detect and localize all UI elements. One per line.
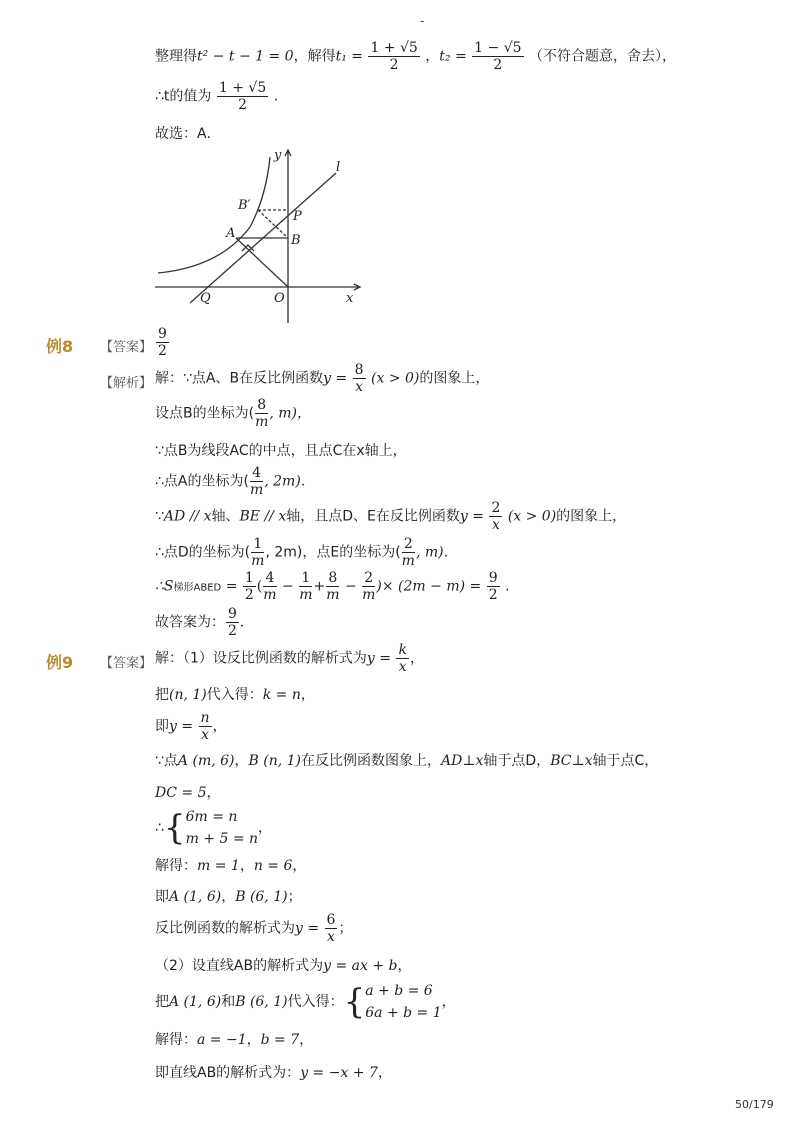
text: （不符合题意，舍去）， (528, 48, 676, 65)
geometry-figure (150, 145, 370, 330)
math: y = (295, 920, 320, 937)
text: 轴于点D， (483, 753, 551, 769)
denominator: x (201, 727, 210, 743)
ex8-line-2 (155, 397, 311, 430)
fraction (487, 570, 500, 603)
math: n = 6 (253, 858, 293, 874)
condition: (x > 0) (507, 508, 557, 525)
equation-system (365, 980, 441, 1024)
math: − (344, 578, 357, 595)
text: ； (287, 889, 302, 905)
text: 把 (155, 994, 169, 1010)
ex8-line-8 (155, 606, 254, 639)
numerator: 2 (491, 500, 501, 516)
denominator: m (401, 553, 415, 569)
label-x: x (346, 291, 354, 306)
math: y = (459, 508, 484, 525)
equation: 6a + b = 1 (365, 1005, 442, 1021)
fraction (250, 465, 263, 498)
segment-BpB (258, 210, 288, 238)
ex9-line-6 (155, 806, 272, 850)
text: 轴、 (211, 508, 240, 525)
fraction (217, 80, 268, 113)
denominator: 2 (238, 97, 247, 113)
numerator: 9 (228, 606, 237, 622)
text: ， (299, 1032, 314, 1048)
text: 反比例函数的解析式为 (155, 920, 295, 937)
label-Q: Q (200, 291, 211, 306)
header-mark: - (420, 14, 425, 28)
denominator: x (327, 929, 335, 945)
text: 解：∵点A、B在反比例函数 (155, 370, 324, 387)
denominator: 2 (488, 587, 498, 603)
denominator: m (362, 587, 376, 603)
text: ； (338, 920, 353, 937)
math: m = 1 (197, 858, 240, 874)
math: )× (2m − m) = (376, 578, 482, 595)
text: 即 (155, 889, 169, 905)
ex9-line-10 (155, 955, 411, 975)
ex9-line-12 (155, 1029, 313, 1049)
math: A (m, 6) (177, 753, 235, 769)
ex8-line-4 (155, 465, 315, 498)
fraction (402, 536, 415, 569)
fraction (326, 570, 339, 603)
ex9-line-1 (155, 642, 424, 675)
text: 解：（1）设反比例函数的解析式为 (155, 650, 367, 667)
denominator: x (491, 517, 500, 533)
text: ， (441, 994, 456, 1010)
denominator: 2 (228, 623, 237, 639)
numerator: 1 (299, 570, 312, 587)
numerator: 1 (251, 536, 264, 553)
text: 设点B的坐标为( (155, 405, 255, 422)
fraction (299, 570, 312, 603)
text: ， (221, 889, 236, 905)
denominator: m (326, 587, 340, 603)
ex9-line-8 (155, 886, 302, 906)
example-9-label: 例9 (46, 653, 74, 672)
fraction (263, 570, 276, 603)
text: . (505, 578, 510, 595)
fraction (199, 710, 212, 743)
math: (n, 1) (169, 687, 207, 703)
text: 的图象上， (556, 508, 627, 525)
numerator: n (200, 710, 210, 726)
numerator: 2 (362, 570, 375, 587)
math: B (n, 1) (248, 753, 301, 769)
ex9-line-4 (155, 750, 658, 770)
numerator: 1 − √5 (474, 40, 522, 56)
math: y = (323, 370, 348, 387)
denominator: 2 (389, 57, 399, 73)
text: , 2m)，点E的坐标为( (265, 544, 401, 561)
numerator: 8 (354, 362, 364, 378)
prev-line-1 (155, 40, 676, 73)
math: A (1, 6) (169, 889, 222, 905)
numerator: 9 (488, 570, 498, 586)
ex8-line-5 (155, 500, 626, 533)
answer-tag: 【答案】 (100, 340, 153, 355)
text: ∴点A的坐标为( (155, 473, 249, 490)
label-B: B (291, 233, 301, 248)
math: AD⊥x (441, 753, 484, 769)
text: ， (409, 650, 424, 667)
text: ， (292, 858, 307, 874)
hyperbola-curve (158, 157, 270, 273)
ex9-line-7 (155, 855, 306, 875)
condition: (x > 0) (371, 370, 420, 387)
math: b = 7 (260, 1032, 300, 1048)
brace-icon: { (163, 808, 186, 848)
ex8-line-6 (155, 536, 458, 569)
math: B (6, 1) (235, 889, 288, 905)
denominator: x (355, 379, 364, 395)
ex8-line-7 (155, 570, 510, 603)
text: ， (206, 785, 221, 801)
math: DC = 5 (155, 785, 207, 801)
ex9-line-13 (155, 1062, 392, 1082)
text: 在反比例函数图象上， (301, 753, 441, 769)
math: , 2m)． (264, 473, 315, 490)
text: ， (397, 958, 412, 974)
denominator: m (251, 553, 265, 569)
fraction (251, 536, 264, 569)
text: 轴，且点D、E在反比例函数 (286, 508, 460, 525)
text: 代入得： (287, 994, 344, 1010)
numerator: 6 (326, 912, 336, 928)
denominator: 2 (244, 587, 254, 603)
text: ∴点D的坐标为( (155, 544, 251, 561)
text: 把 (155, 687, 169, 703)
text: . (273, 88, 279, 105)
text: 即直线AB的解析式为： (155, 1065, 301, 1081)
answer-tag: 【答案】 (100, 656, 153, 671)
equation: t² − t − 1 = 0 (197, 48, 294, 65)
math: y = (366, 650, 392, 667)
denominator: 2 (158, 343, 167, 359)
text: ， (234, 753, 249, 769)
fraction (489, 500, 502, 533)
ex9-line-5 (155, 782, 220, 802)
fraction (255, 397, 268, 430)
denominator: m (263, 587, 277, 603)
numerator: 1 (244, 570, 254, 586)
brace-icon: { (343, 982, 366, 1022)
text: 轴于点C， (592, 753, 659, 769)
text: 即 (155, 718, 169, 735)
label-y: y (274, 148, 282, 163)
denominator: m (299, 587, 313, 603)
equation-system (186, 806, 258, 850)
text: ∵点 (155, 753, 178, 769)
math: y = (169, 718, 194, 735)
label-A: A (226, 226, 236, 241)
fraction (362, 570, 375, 603)
text: 的图象上， (419, 370, 490, 387)
numerator: 1 + √5 (218, 80, 267, 96)
text: ， (212, 718, 227, 735)
math: + (313, 578, 326, 595)
text: ， (300, 687, 315, 703)
math: ( (256, 578, 263, 595)
math: A (1, 6) (169, 994, 222, 1010)
math: = (225, 578, 238, 595)
numerator: 4 (250, 465, 263, 482)
text: 故答案为： (155, 614, 225, 631)
fraction (472, 40, 523, 73)
math: BC⊥x (550, 753, 593, 769)
t1-label: t₁ = (335, 48, 363, 65)
ex9-line-2 (155, 684, 315, 704)
text: 解得： (155, 858, 197, 874)
text: 整理得 (155, 48, 197, 65)
math: BE // x (239, 508, 287, 525)
text: ， (425, 48, 440, 65)
text: 和 (221, 994, 236, 1010)
numerator: 1 + √5 (370, 40, 418, 56)
text: ， (377, 1065, 392, 1081)
text: ∴t的值为 (155, 88, 212, 105)
numerator: 9 (158, 326, 167, 342)
area-symbol: ∴S (155, 578, 174, 595)
ex9-line-3 (155, 710, 227, 743)
text: 解得： (155, 1032, 197, 1048)
ex8-line-3: ∵点B为线段AC的中点，且点C在x轴上， (155, 443, 407, 459)
numerator: 4 (263, 570, 276, 587)
fraction (353, 362, 366, 395)
text: ， (239, 858, 254, 874)
prev-line-3: 故选：A． (155, 126, 221, 142)
fraction (243, 570, 256, 603)
label-l: l (336, 160, 341, 175)
text: ∴ (155, 820, 164, 836)
prev-line-2 (155, 80, 278, 113)
denominator: 2 (493, 57, 503, 73)
ex8-line-1 (155, 362, 489, 395)
ex9-line-11 (155, 980, 456, 1024)
ex8-answer (155, 326, 170, 359)
math: y = −x + 7 (300, 1065, 378, 1081)
equation: 6m = n (185, 809, 238, 825)
analysis-tag: 【解析】 (100, 376, 153, 391)
denominator: m (249, 482, 264, 498)
fraction (396, 642, 408, 675)
math: , m)， (269, 405, 311, 422)
page-number: 50/179 (735, 1098, 774, 1111)
fraction (325, 912, 338, 945)
text: ，解得 (293, 48, 336, 65)
text: ， (258, 820, 273, 836)
numerator: k (398, 642, 407, 658)
fraction (368, 40, 419, 73)
equation: m + 5 = n (185, 831, 259, 847)
math: − (282, 578, 294, 595)
numerator: 8 (326, 570, 339, 587)
equation: a + b = 6 (365, 983, 433, 999)
numerator: 8 (255, 397, 268, 414)
denominator: x (398, 659, 407, 675)
ex9-line-9 (155, 912, 352, 945)
label-O: O (274, 291, 285, 306)
t2-label: t₂ = (439, 48, 467, 65)
fraction (226, 606, 239, 639)
text: ， (246, 1032, 261, 1048)
segment-AO (236, 238, 288, 287)
math: AD // x (163, 508, 212, 525)
text: （2）设直线AB的解析式为 (155, 958, 324, 974)
example-8-label: 例8 (46, 337, 74, 356)
text: 代入得： (206, 687, 263, 703)
label-Bp: B′ (238, 198, 251, 213)
text: ． (239, 614, 254, 631)
numerator: 2 (402, 536, 415, 553)
math: B (6, 1) (235, 994, 288, 1010)
math: a = −1 (197, 1032, 247, 1048)
denominator: m (255, 414, 269, 430)
label-P: P (293, 209, 302, 224)
math: k = n (262, 687, 301, 703)
math: , m)． (415, 544, 458, 561)
area-subscript: 梯形ABED (173, 582, 222, 594)
text: ∵ (155, 508, 164, 525)
fraction (156, 326, 169, 359)
math: y = ax + b (323, 958, 398, 974)
